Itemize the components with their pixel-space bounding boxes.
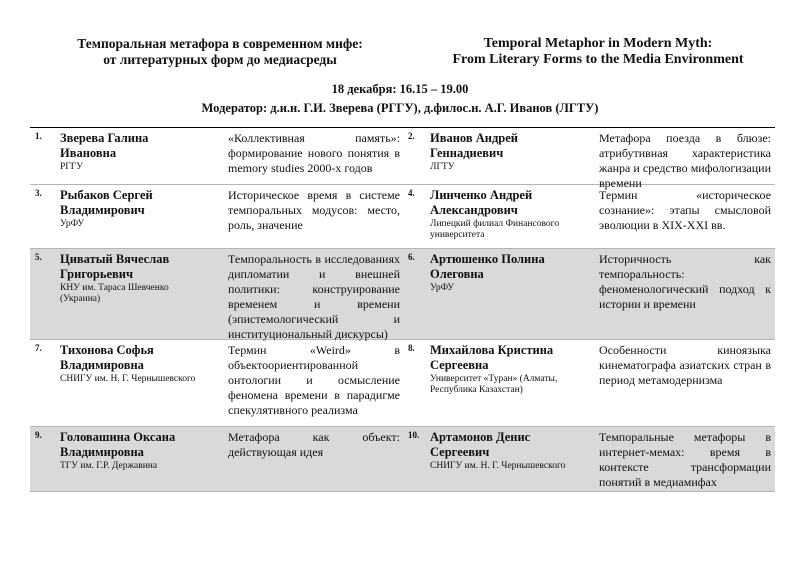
speaker-number: 5. [35, 252, 42, 262]
title-ru-line-2: от литературных форм до медиасреды [103, 52, 337, 67]
speaker-affiliation: СНИГУ им. Н. Г. Чернышевского [430, 461, 566, 471]
talk-topic: Метафора как объект: действующая идея [228, 430, 400, 459]
moderator-line: Модератор: д.и.н. Г.И. Зверева (РГГУ), д.филос.н. А.Г. Иванов (ЛГТУ) [201, 101, 599, 115]
speaker-name: Головашина Оксана Владимировна ТГУ им. Г.Р. Державина [60, 430, 240, 472]
speaker-number: 3. [35, 188, 42, 198]
speaker-name: Михайлова Кристина Сергеевна Университет «Туран» (Алматы, Республика Казахстан) [430, 343, 605, 396]
schedule-row [30, 427, 775, 492]
speaker-number: 7. [35, 343, 42, 353]
speaker-affiliation: ТГУ им. Г.Р. Державина [60, 461, 158, 471]
speaker-number: 9. [35, 430, 42, 440]
speaker-name: Иванов Андрей Геннадиевич ЛГТУ [430, 131, 605, 173]
session-date: 18 декабря: 16.15 – 19.00 [331, 82, 469, 96]
speaker-affiliation: РГГУ [60, 162, 83, 172]
talk-topic: Историчность как темпоральность: феноменологический подход к истории и времени [599, 252, 771, 311]
speaker-number: 6. [408, 252, 415, 262]
speaker-affiliation: Университет «Туран» (Алматы, Республика Казахстан) [430, 374, 558, 395]
speaker-name: Артюшенко Полина Олеговна УрФУ [430, 252, 605, 294]
speaker-name: Артамонов Денис Сергеевич СНИГУ им. Н. Г. Чернышевского [430, 430, 605, 472]
title-en-line-2: From Literary Forms to the Media Environment [452, 52, 744, 67]
title-en-line-1: Temporal Metaphor in Modern Myth: [483, 36, 713, 51]
speaker-affiliation: УрФУ [60, 219, 85, 229]
talk-topic: Особенности киноязыка кинематографа азиатских стран в период метамодернизма [599, 343, 771, 387]
speaker-number: 10. [408, 430, 420, 440]
speaker-number: 1. [35, 131, 42, 141]
speaker-number: 8. [408, 343, 415, 353]
speaker-name: Зверева Галина Ивановна РГГУ [60, 131, 240, 173]
talk-topic: Темпоральные метафоры в интернет-мемах: время в контексте трансформации понятий в медиамифах [599, 430, 771, 489]
speaker-affiliation: ЛГТУ [430, 162, 455, 172]
talk-topic: Темпоральность в исследованиях дипломатии и внешней политики: конструирование временем и времени (эпистемологический и институциональный дискурсы) [228, 252, 400, 341]
speaker-number: 4. [408, 188, 415, 198]
speaker-number: 2. [408, 131, 415, 141]
title-ru-line-1: Темпоральная метафора в современном мифе: [77, 36, 363, 51]
schedule-row [30, 249, 775, 340]
speaker-affiliation: КНУ им. Тараса Шевченко (Украина) [60, 283, 169, 304]
speaker-name: Циватый Вячеслав Григорьевич КНУ им. Тараса Шевченко (Украина) [60, 252, 240, 305]
title-russian [40, 36, 400, 68]
speaker-name: Рыбаков Сергей Владимирович УрФУ [60, 188, 240, 230]
title-english [428, 36, 768, 68]
speaker-name: Линченко Андрей Александрович Липецкий филиал Финансового университета [430, 188, 605, 241]
speaker-affiliation: Липецкий филиал Финансового университета [430, 219, 560, 240]
talk-topic: Историческое время в системе темпоральных модусов: место, роль, значение [228, 188, 400, 232]
speaker-affiliation: УрФУ [430, 283, 455, 293]
speaker-affiliation: СНИГУ им. Н. Г. Чернышевского [60, 374, 196, 384]
talk-topic: Термин «Weird» в объектоориентированной онтологии и осмысление феномена времени в парадигме спекулятивного реализма [228, 343, 400, 417]
schedule-row [30, 340, 775, 427]
schedule-row [30, 128, 775, 190]
schedule-row [30, 185, 775, 249]
schedule-table [30, 127, 775, 492]
talk-topic: Метафора поезда в блюзе: атрибутивная характеристика жанра и средство мифологизации времени [599, 131, 771, 190]
speaker-name: Тихонова Софья Владимировна СНИГУ им. Н. Г. Чернышевского [60, 343, 240, 385]
talk-topic: Термин «историческое сознание»: этапы смысловой эволюции в XIX-XXI вв. [599, 188, 771, 232]
talk-topic: «Коллективная память»: формирование нового понятия в memory studies 2000-х годов [228, 131, 400, 175]
